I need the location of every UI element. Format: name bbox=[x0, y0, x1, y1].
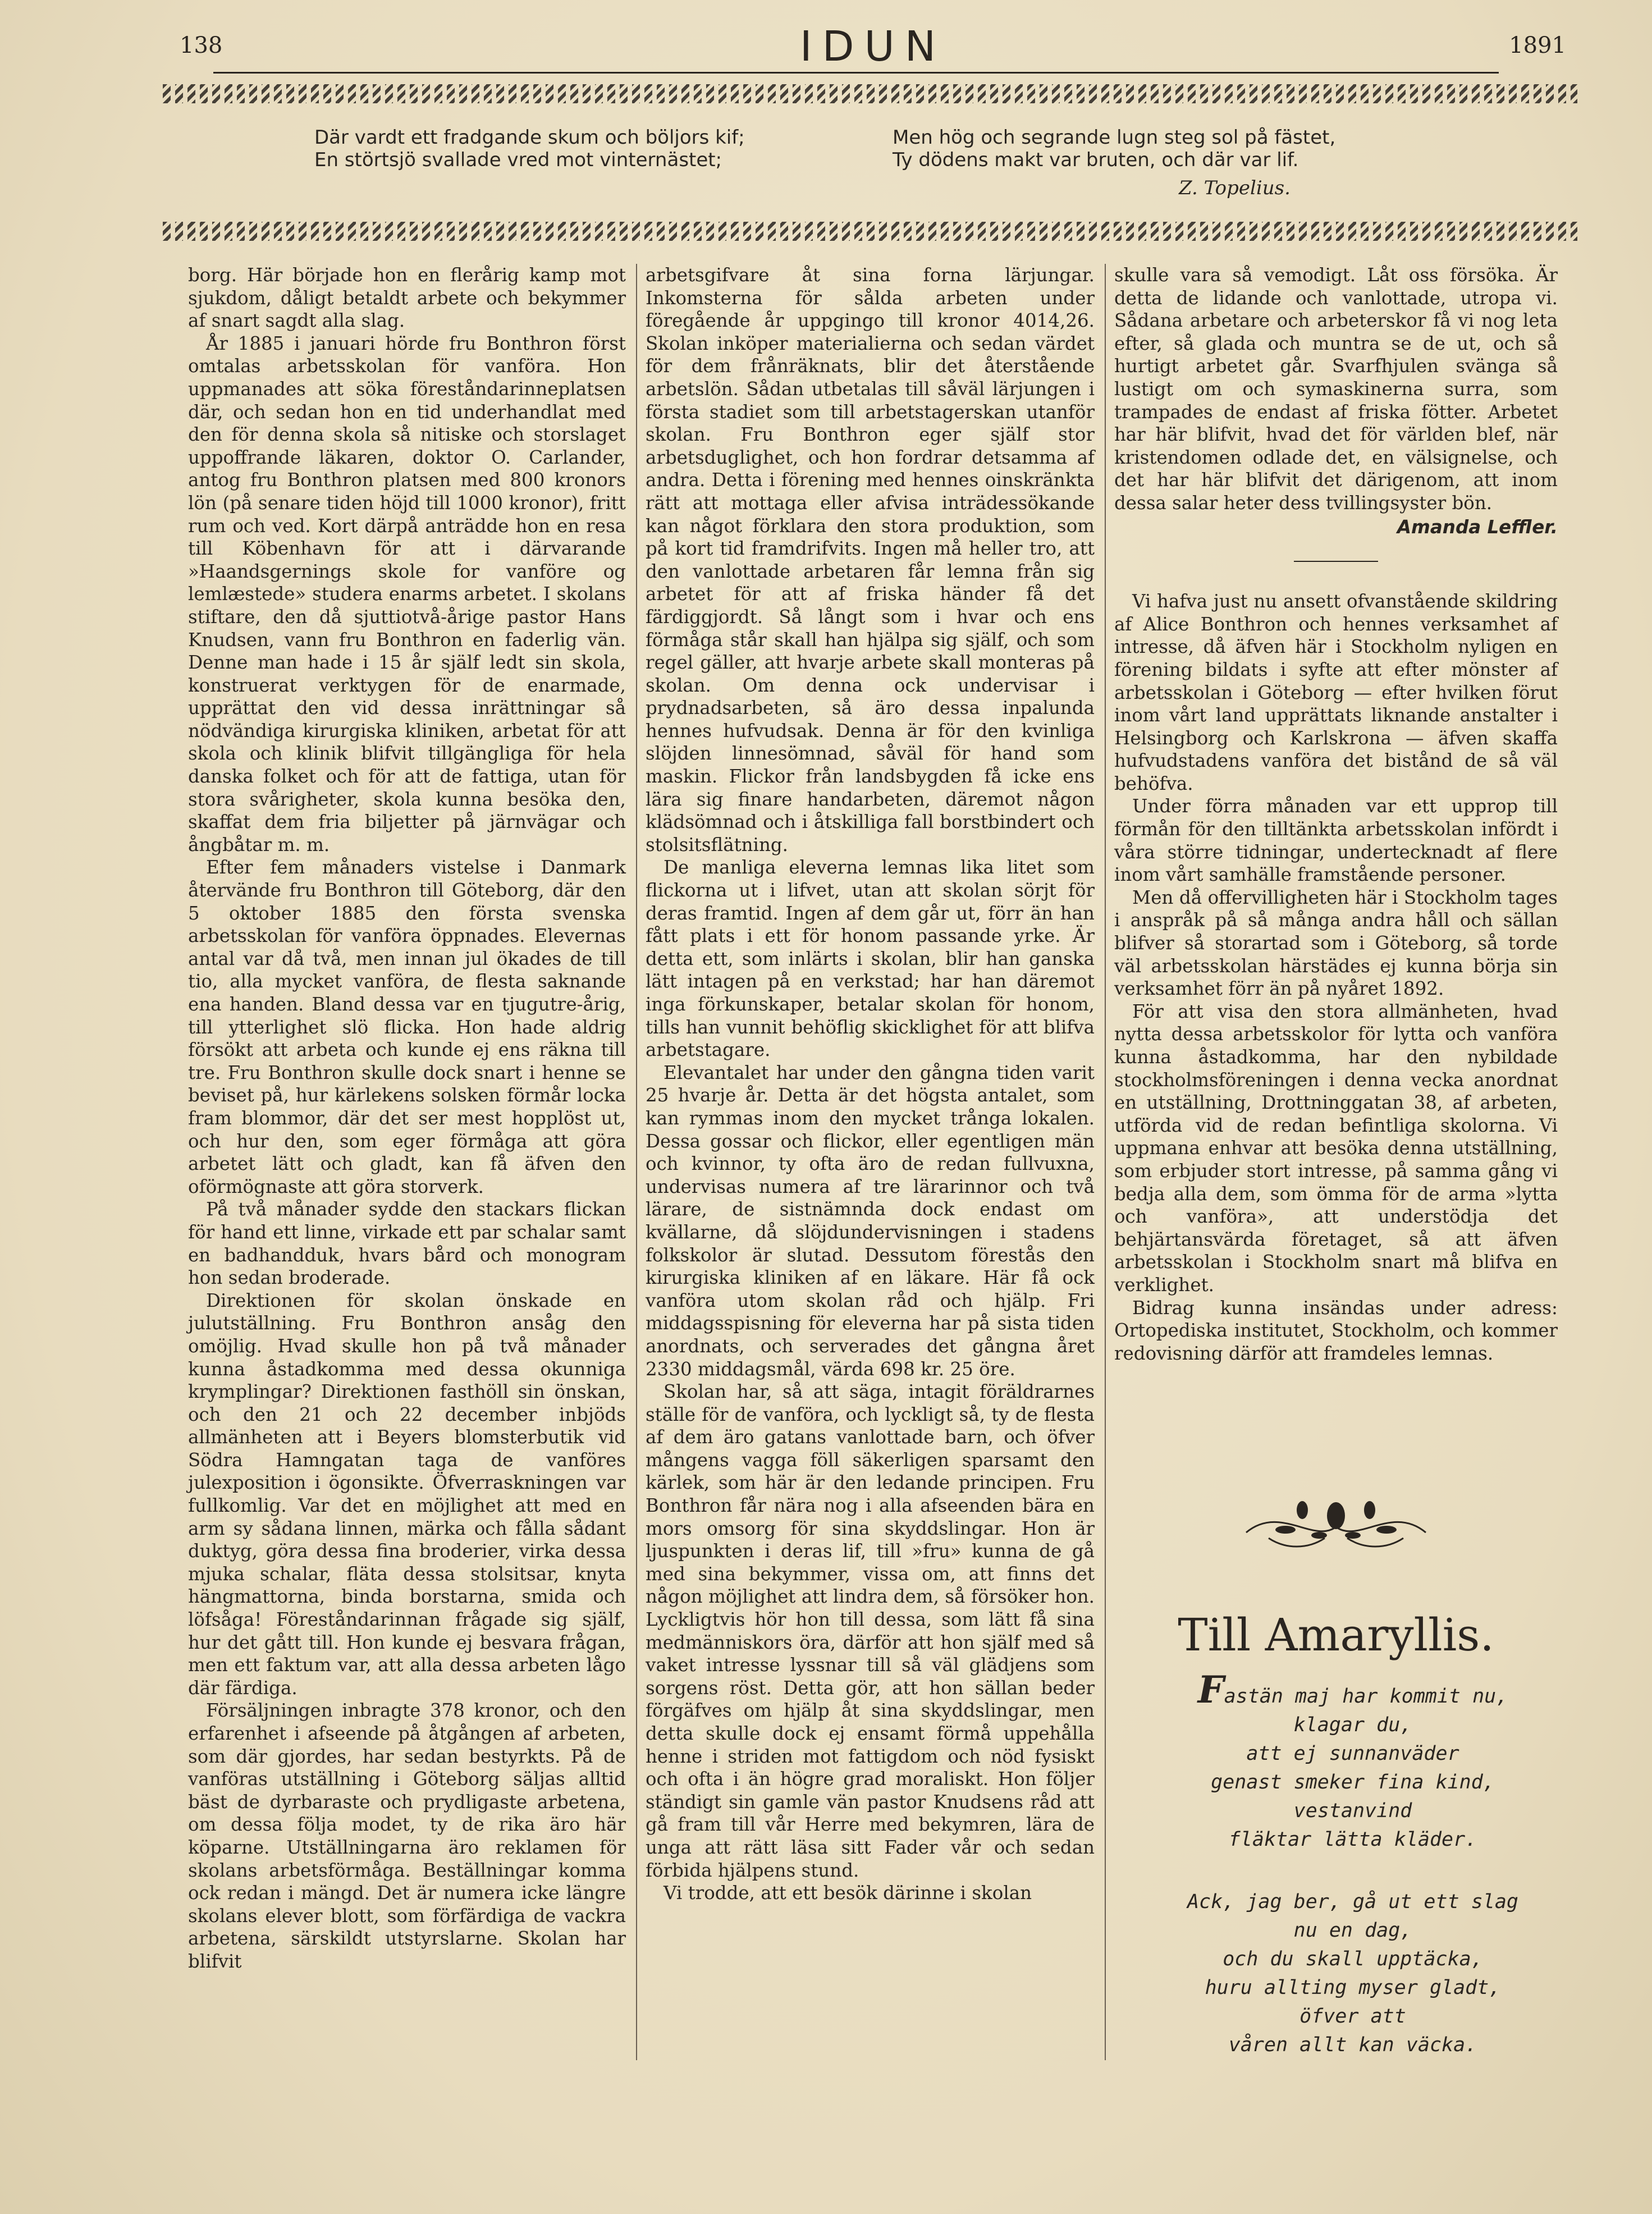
poem-line bbox=[1145, 1668, 1561, 1712]
epigraph-line: Ty dödens makt var bruten, och där var lif. bbox=[893, 149, 1299, 171]
poem-line: och du skall upptäcka, bbox=[1223, 1948, 1483, 1970]
paragraph: Efter fem månaders vistelse i Danmark återvände fru Bonthron till Göteborg, där den 5 oktober 1885 den första svenska arbetsskolan för vanföra öppnades. Elevernas antal var då två, men innan jul ökades de till tio, alla mycket vanföra, de flesta saknande ena handen. Bland dessa var en tjugutre-årig, till ytterlighet slö flicka. Hon hade aldrig försökt att arbeta och kunde ej ens räkna till tre. Fru Bonthron skulle dock snart i henne se beviset på, hur kärlekens solsken förmår locka fram blommor, där det ser mest hopplöst ut, och hur den, som eger förmåga att göra arbetet lätt och gladt, kan få äfven den oförmögnaste att göra storverk. bbox=[188, 857, 626, 1197]
column-3 bbox=[1114, 264, 1558, 1365]
paragraph: Men då offervilligheten här i Stockholm tages i anspråk på så många andra håll och sällan blifver så storartad som i Göteborg, så torde väl arbetsskolan härstädes ej kunna börja sin verksamhet förr än på nyåret 1892. bbox=[1114, 886, 1558, 1000]
floral-vignette-icon bbox=[1235, 1493, 1437, 1555]
paragraph: Vi trodde, att ett besök därinne i skolan bbox=[663, 1882, 1032, 1904]
masthead: IDUN bbox=[799, 22, 946, 71]
column-2 bbox=[646, 264, 1095, 1905]
paragraph: skulle vara så vemodigt. Låt oss försöka. Är detta de lidande och vanlottade, utropa vi. Sådana arbetare och arbeterskor få vi nog leta efter, så glada och muntra se de ut, och så hurtigt arbetet går. Svarfhjulen svänga så lustigt om och symaskinerna surra, som trampades de endast af friska fötter. Arbetet har här blifvit, hvad det för världen blef, när kristendomen odlade det, en välsignelse, och det har här blifvit det därigenom, att inom dessa salar heter dess tvillingsyster bön. bbox=[1114, 264, 1558, 514]
poem-line: våren allt kan väcka. bbox=[1228, 2034, 1477, 2056]
epigraph-line: En störtsjö svallade vred mot vinternästet; bbox=[314, 149, 722, 171]
year: 1891 bbox=[1509, 33, 1566, 58]
epigraph bbox=[314, 126, 1482, 216]
paragraph: År 1885 i januari hörde fru Bonthron först omtalas arbetsskolan för vanföra. Hon uppmanades att söka föreståndarinneplatsen där, och sedan hon en tid underhandlat med den för denna skola så nitiske och storslaget uppoffrande läkaren, doktor O. Carlander, antog fru Bonthron platsen med 800 kronors lön (på senare tiden höjd till 1000 kronor), fritt rum och ved. Kort därpå anträdde hon en resa till Köbenhavn för att i därvarande »Haandsgernings skole for vanföre og lemlæstede» studera enarms arbetet. I skolans stiftare, den då sjuttiotvå-årige pastor Hans Knudsen, vann fru Bonthron en faderlig vän. Denne man hade i 15 år själf ledt sin skola, konstruerat verktygen för de enarmade, upprättat den vid dessa inrättningar så nödvändiga kirurgiska kliniken, arbetat för att skola och klinik blifvit tillgängliga för hela danska folket och för att de fattiga, utan för stora svårigheter, skola kunna besöka den, skaffat dem fria biljetter på järnvägar och ångbåtar m. m. bbox=[188, 332, 626, 856]
epigraph-line: Men hög och segrande lugn steg sol på fästet, bbox=[893, 126, 1336, 149]
poem-line: öfver att bbox=[1299, 2005, 1406, 2028]
short-rule bbox=[1294, 561, 1378, 562]
page-header bbox=[180, 22, 1566, 84]
header-rule bbox=[213, 72, 1499, 74]
paragraph: På två månader sydde den stackars flickan för hand ett linne, virkade ett par schalar samt en badhandduk, hvars bård och monogram hon sedan broderade. bbox=[188, 1199, 626, 1289]
epigraph-author: Z. Topelius. bbox=[1179, 177, 1291, 199]
poem-line: fläktar lätta kläder. bbox=[1228, 1828, 1477, 1851]
page-number: 138 bbox=[180, 33, 223, 58]
poem-line: Ack, jag ber, gå ut ett slag bbox=[1187, 1891, 1518, 1913]
paragraph: arbetsgifvare åt sina forna lärjungar. Inkomsterna för sålda arbeten under föregående år uppgingo till kronor 4014,26. Skolan inköper materialierna och sedan värdet för dem frånräknats, blir det återstående arbetslön. Sådan utbetalas till såväl lärjungen i första stadiet som till arbetstagerskan utanför skolan. Fru Bonthron eger själf stor arbetsduglighet, och hon fordrar detsamma af andra. Detta i förening med hennes oinskränkta rätt att mottaga eller afvisa inträdessökande kan något förklara den stora produktion, som på kort tid framdrifvits. Ingen må heller tro, att den vanlottade arbetaren får lemna från sig arbetet för att af friska händer få det färdiggjordt. Så långt som i hvar och ens förmåga står skall han hjälpa sig själf, och som regel gäller, att hvarje arbete skall monteras på skolan. Om denna ock undervisar i prydnadsarbeten, så äro dessa inpalunda hennes hufvudsak. Denna är för den kvinliga slöjden linnesömnad, såväl för hand som maskin. Flickor från landsbygden få icke ens lära sig finare handarbeten, däremot någon klädsömnad och i åtskilliga fall borstbindert och stolsitsflätning. bbox=[646, 264, 1095, 856]
poem-line: klagar du, bbox=[1293, 1714, 1412, 1736]
stanza-gap bbox=[1145, 1854, 1561, 1888]
column-1 bbox=[188, 264, 626, 1973]
poem-line: nu en dag, bbox=[1293, 1919, 1412, 1942]
epigraph-line: Där vardt ett fradgande skum och böljors kif; bbox=[314, 126, 745, 149]
paragraph: Direktionen för skolan önskade en julutställning. Fru Bonthron ansåg den omöjlig. Hvad skulle hon på två månader kunna åstadkomma med dessa okunniga krymplingar? Direktionen fasthöll sin önskan, och den 21 och 22 december inbjöds allmänheten att i Beyers blomsterbutik vid Södra Hamngatan taga de vanföres julexposition i ögonsikte. Öfverraskningen var fullkomlig. Var det en möjlighet att med en arm sy sådana linnen, märka och fålla sådant duktyg, göra dessa fina broderier, virka dessa mjuka schalar, fläta dessa stolsitsar, knyta hängmattorna, binda borstarna, smida och löfsåga! Föreståndarinnan frågade sig själf, hur det gått till. Hon kunde ej besvara frågan, men ett faktum var, att alla dessa arbeten lågo där färdiga. bbox=[188, 1289, 626, 1699]
paragraph: Under förra månaden var ett upprop till förmån för den tilltänkta arbetsskolan infördt i våra större tidningar, undertecknadt af flere inom vårt samhälle framstående personer. bbox=[1114, 795, 1558, 886]
epigraph-left bbox=[314, 126, 853, 171]
article-signature: Amanda Leffler. bbox=[1397, 516, 1558, 538]
paragraph: Skolan har, så att säga, intagit föräldrarnes ställe för de vanföra, och lyckligt så, ty de flesta af dem äro gatans vanlottade barn, och öfver mångens vagga föll säkerligen sparsamt den kärlek, som här är den ledande principen. Fru Bonthron får nära nog i alla afseenden bära en mors omsorg för sina skyddslingar. Hon är ljuspunkten i deras lif, till »fru» kunna de gå med sina bekymmer, vissa om, att finns det någon möjlighet att lindra dem, så försöker hon. Lyckligtvis hör hon till dessa, som lätt få sina medmänniskors öra, därför att hon själf med så vaket intresse lyssnar till så väl glädjens som sorgens röst. Detta gör, att hon sällan beder förgäfves om hjälp åt sina skyddslingar, men detta skulle dock ej ensamt förmå uppehålla henne i striden mot fattigdom och nöd fysiskt och ofta i än högre grad moraliskt. Hon följer ständigt sin gamle vän pastor Knudsens råd att gå fram till vår Herre med bekymren, lära de unga att rätt läsa sitt Fader vår och sedan förbida hjälpens stund. bbox=[646, 1381, 1095, 1881]
paragraph: De manliga eleverna lemnas lika litet som flickorna ut i lifvet, utan att skolan sörjt för deras framtid. Ingen af dem går ut, förr än han fått plats i ett för honom passande yrke. Är detta ett, som inlärts i skolan, blir han ganska lätt intagen på en verkstad; har han däremot inga förkunskaper, betalar skolan för honom, tills han vunnit behöflig skicklighet för att blifva arbetstagare. bbox=[646, 857, 1095, 1061]
poem-title: Till Amaryllis. bbox=[1178, 1609, 1494, 1661]
paragraph: Bidrag kunna insändas under adress: Ortopediska institutet, Stockholm, och kommer redovisning därför att framdeles lemnas. bbox=[1114, 1297, 1558, 1364]
poem-line: huru allting myser gladt, bbox=[1205, 1977, 1501, 1999]
poem-line: genast smeker fina kind, bbox=[1211, 1771, 1495, 1794]
paragraph: För att visa den stora allmänheten, hvad nytta dessa arbetsskolor för lytta och vanföra kunna åstadkomma, har den nybildade stockholmsföreningen i denna vecka anordnat en utställning, Drottninggatan 38, af arbeten, utförda vid de redan befintliga skolorna. Vi uppmana enhvar att besöka denna utställning, som erbjuder stort intresse, på samma gång vi bedja alla dem, som ömma för de arma »lytta och vanföra», att understödja det behjärtansvärda företaget, så att äfven arbetsskolan i Stockholm snart må blifva en verklighet. bbox=[1114, 1000, 1558, 1296]
drop-cap: F bbox=[1197, 1668, 1224, 1712]
paragraph: Elevantalet har under den gångna tiden varit 25 hvarje år. Detta är det högsta antalet, som kan rymmas inom den mycket trånga lokalen. Dessa gossar och flickor, eller egentligen män och kvinnor, ty ofta äro de redan fullvuxna, undervisas numera af tre lärarinnor och två lärare, de sistnämnda dock endast om kvällarne, då slöjdundervisningen i stadens folkskolor är slutad. Dessutom förestås den kirurgiska kliniken af en läkare. Här få ock vanföra utom skolan råd och hjälp. Fri middagsspisning för eleverna har på sista tiden anordnats, och serverades det gångna året 2330 middagsmål, värda 698 kr. 25 öre. bbox=[646, 1062, 1095, 1380]
epigraph-right bbox=[893, 126, 1482, 171]
paragraph: borg. Här började hon en flerårig kamp mot sjukdom, dåligt betaldt arbete och bekymmer af snart sagdt alla slag. bbox=[188, 264, 626, 332]
paragraph: Försäljningen inbragte 378 kronor, och den erfarenhet i afseende på åtgången af arbeten, som där gjordes, har sedan bestyrkts. På de vanföras utställning i Göteborg säljas alltid bäst de dyrbaraste och prydligaste arbetena, om dessa följa modet, ty de rika äro här köparne. Utställningarna äro reklamen för skolans arbetsförmåga. Beställningar komma ock redan i mängd. Det är numera icke längre skolans elever blott, som förfärdiga de vackra arbetena, särskildt utstyrslarne. Skolan har blifvit bbox=[188, 1700, 626, 1972]
column-divider bbox=[1105, 264, 1106, 2060]
poem-line: att ej sunnanväder bbox=[1246, 1742, 1459, 1765]
ornamental-border-icon bbox=[163, 222, 1577, 241]
ornamental-border-icon bbox=[163, 84, 1577, 103]
poem bbox=[1145, 1668, 1561, 2060]
poem-line-text: astän maj har kommit nu, bbox=[1224, 1685, 1508, 1708]
poem-line: vestanvind bbox=[1293, 1800, 1412, 1822]
paragraph: Vi hafva just nu ansett ofvanstående skildring af Alice Bonthron och hennes verksamhet af intresse, då äfven här i Stockholm nyligen en förening bildats i syfte att efter mönster af arbetsskolan i Göteborg — efter hvilken förut inom vårt land upprättats liknande anstalter i Helsingborg och Karlskrona — äfven skaffa hufvudstadens vanföra det bistånd de så väl behöfva. bbox=[1114, 591, 1558, 794]
column-divider bbox=[636, 264, 637, 2060]
